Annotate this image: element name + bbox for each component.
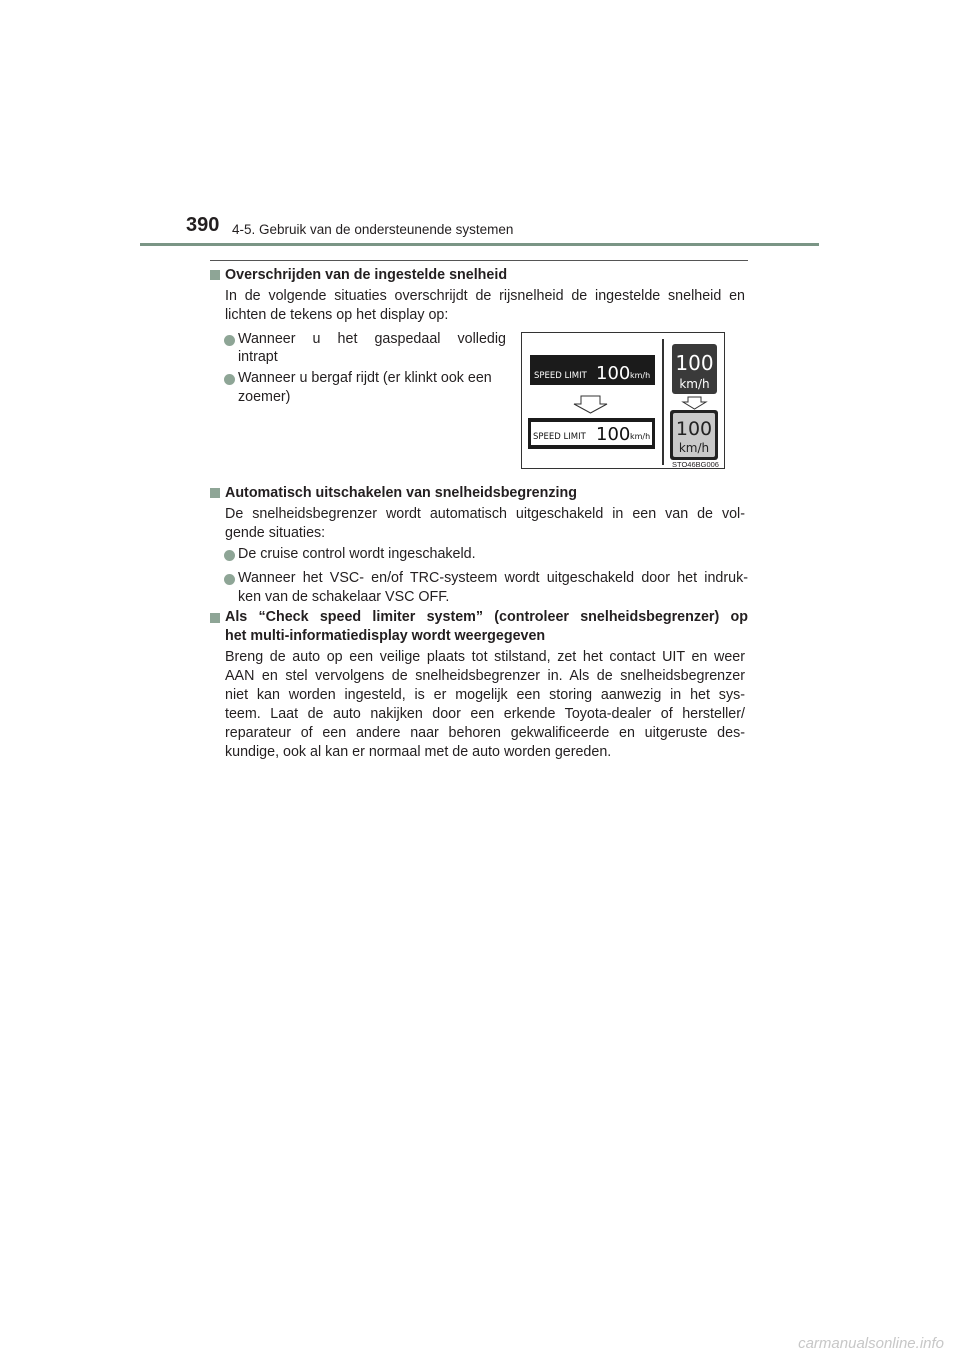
section-heading-check-speed-cont: het multi-informatiedisplay wordt weergegeven [225,628,546,644]
down-arrow-icon [574,396,607,413]
down-arrow-small-icon [683,397,706,409]
section-body-line: De snelheidsbegrenzer wordt automatisch uitgeschakeld in een van de vol- [225,506,745,522]
speed-sign-bottom-unit: km/h [678,441,710,455]
section-body-line: niet kan worden ingesteld, is er mogelijk een storing aanwezig in het sys- [225,687,745,703]
bullet-text-line: zoemer) [238,389,291,405]
speed-sign-bottom-value: 100 [675,418,713,440]
section-body-line: Breng de auto op een veilige plaats tot stilstand, zet het contact UIT en weer [225,649,745,665]
section-heading-automatisch: Automatisch uitschakelen van snelheidsbegrenzing [225,485,577,501]
speed-value-bottom: 100 [596,424,631,445]
section-body-line: lichten de tekens op het display op: [225,307,449,323]
header-rule [140,243,819,246]
section-title: 4-5. Gebruik van de ondersteunende systemen [232,222,514,237]
speed-limit-display-figure [521,332,725,469]
square-bullet-icon [210,270,220,280]
round-bullet-icon [224,335,235,346]
section-body-line: gende situaties: [225,525,326,541]
figure-id: STO46BG006 [672,460,719,469]
section-body-line: teem. Laat de auto nakijken door een erkende Toyota-dealer of hersteller/ [225,706,745,722]
bullet-text-line: Wanneer u het gaspedaal volledig [238,331,506,347]
bullet-text-line: Wanneer u bergaf rijdt (er klinkt ook een [238,370,492,386]
section-heading-overschrijden: Overschrijden van de ingestelde snelheid [225,267,508,283]
square-bullet-icon [210,488,220,498]
section-heading-check-speed: Als “Check speed limiter system” (controleer snelheidsbegrenzer) op [225,609,748,625]
bullet-text-line: intrapt [238,349,278,365]
bullet-text-line: ken van de schakelaar VSC OFF. [238,589,450,605]
section-rule [210,260,748,261]
speed-limit-label-top: SPEED LIMIT [534,371,587,381]
speed-limit-display-illustration [522,333,724,468]
speed-sign-top-value: 100 [675,351,714,375]
section-body-line: In de volgende situaties overschrijdt de rijsnelheid de ingestelde snelheid en [225,288,745,304]
round-bullet-icon [224,574,235,585]
speed-unit-bottom: km/h [630,432,651,441]
speed-sign-top-unit: km/h [679,377,710,391]
bullet-text-line: De cruise control wordt ingeschakeld. [238,546,476,562]
speed-limit-label-bottom: SPEED LIMIT [533,432,586,442]
round-bullet-icon [224,374,235,385]
figure-separator [662,339,664,465]
speed-unit-top: km/h [630,371,651,380]
bullet-text-line: Wanneer het VSC- en/of TRC-systeem wordt uitgeschakeld door het indruk- [238,570,748,586]
page-number: 390 [186,214,220,236]
round-bullet-icon [224,550,235,561]
speed-value-top: 100 [596,363,631,384]
section-body-line: reparateur of een andere naar behoren gekwalificeerde en uitgeruste des- [225,725,745,741]
square-bullet-icon [210,613,220,623]
section-body-line: AAN en stel vervolgens de snelheidsbegrenzer in. Als de snelheidsbegrenzer [225,668,745,684]
watermark-logo: carmanualsonline.info [798,1335,944,1352]
section-body-line: kundige, ook al kan er normaal met de auto worden gereden. [225,744,612,760]
